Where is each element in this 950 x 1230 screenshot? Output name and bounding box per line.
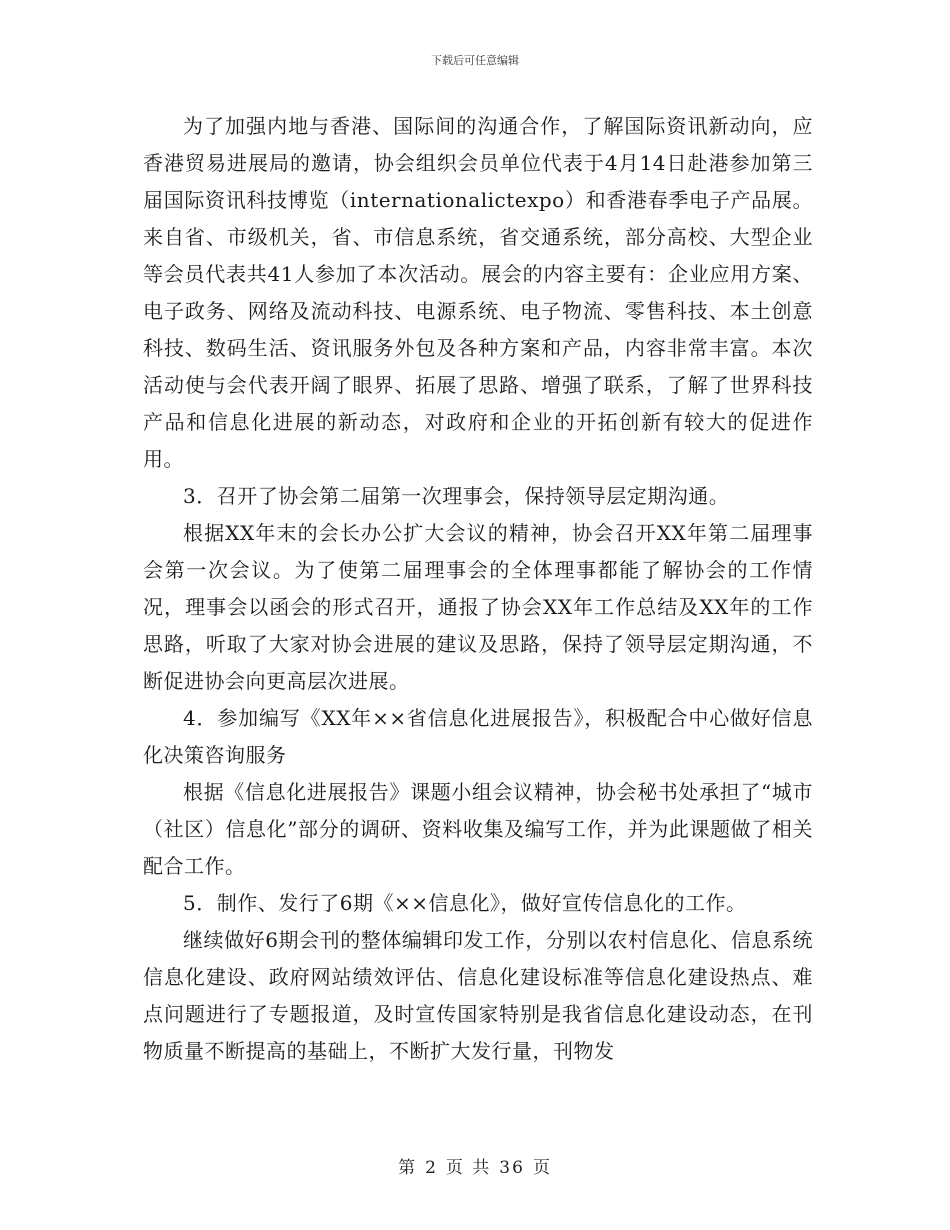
paragraph-heading-report: 4．参加编写《XX年××省信息化进展报告》，积极配合中心做好信息化决策咨询服务 [143, 706, 813, 767]
current-page-number: 2 [425, 1158, 438, 1178]
footer-middle: 页 共 [445, 1158, 492, 1178]
page-header-note: 下载后可任意编辑 [431, 54, 519, 67]
document-body [143, 108, 813, 1070]
footer-prefix: 第 [398, 1158, 418, 1178]
paragraph-report: 根据《信息化进展报告》课题小组会议精神，协会秘书处承担了“城市（社区）信息化”部分的调研、资料收集及编写工作，并为此课题做了相关配合工作。 [143, 780, 813, 878]
total-page-count: 36 [499, 1158, 525, 1178]
paragraph-heading-council-meeting: 3．召开了协会第二届第一次理事会，保持领导层定期沟通。 [183, 484, 730, 508]
footer-suffix: 页 [532, 1158, 552, 1178]
paragraph-council-meeting: 根据XX年末的会长办公扩大会议的精神，协会召开XX年第二届理事会第一次会议。为了使第二届理事会的全体理事都能了解协会的工作情况，理事会以函会的形式召开，通报了协会XX年工作总结及XX年的工作思路，听取了大家对协会进展的建议及思路，保持了领导层定期沟通，不断促进协会向更高层次进展。 [143, 521, 813, 693]
paragraph-hk-expo: 为了加强内地与香港、国际间的沟通合作，了解国际资讯新动向，应香港贸易进展局的邀请，协会组织会员单位代表于4月14日赴港参加第三届国际资讯科技博览（internationalictexpo）和香港春季电子产品展。来自省、市级机关，省、市信息系统，省交通系统，部分高校、大型企业等会员代表共41人参加了本次活动。展会的内容主要有：企业应用方案、电子政务、网络及流动科技、电源系统、电子物流、零售科技、本土创意科技、数码生活、资讯服务外包及各种方案和产品，内容非常丰富。本次活动使与会代表开阔了眼界、拓展了思路、增强了联系，了解了世界科技产品和信息化进展的新动态，对政府和企业的开拓创新有较大的促进作用。 [143, 114, 813, 471]
paragraph-publication: 继续做好6期会刊的整体编辑印发工作，分别以农村信息化、信息系统信息化建设、政府网站绩效评估、信息化建设标准等信息化建设热点、难点问题进行了专题报道，及时宣传国家特别是我省信息化建设动态，在刊物质量不断提高的基础上，不断扩大发行量，刊物发 [143, 928, 813, 1063]
page-number-footer [0, 1153, 950, 1178]
paragraph-heading-publication: 5．制作、发行了6期《××信息化》，做好宣传信息化的工作。 [183, 891, 747, 915]
